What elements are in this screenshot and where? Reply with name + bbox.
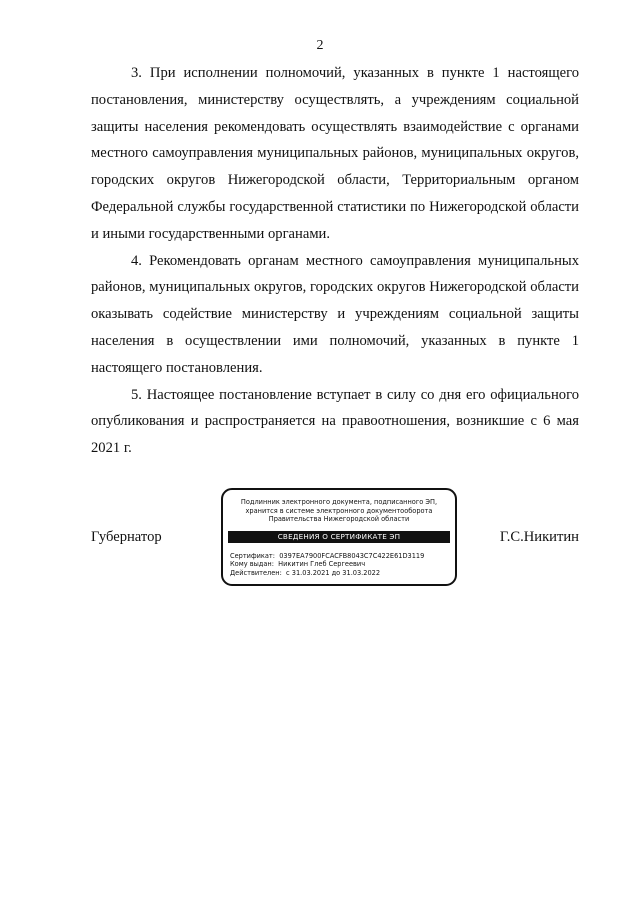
validity-row: [230, 569, 455, 578]
issued-to-row: [230, 560, 455, 569]
stamp-header-line: хранится в системе электронного документооборота: [245, 506, 433, 515]
certificate-row: [230, 552, 455, 561]
electronic-signature-stamp: [221, 488, 457, 586]
stamp-certificate-banner: СВЕДЕНИЯ О СЕРТИФИКАТЕ ЭП: [228, 531, 450, 543]
certificate-label: Сертификат:: [230, 551, 275, 560]
paragraph-5: 5. Настоящее постановление вступает в силу со дня его официального опубликования и распространяется на правоотношения, возникшие с 6 мая 2021 г.: [91, 386, 579, 457]
certificate-value: 0397EA7900FCACFB8043C7C422E61D3119: [279, 551, 425, 560]
paragraph-4: 4. Рекомендовать органам местного самоуправления муниципальных районов, муниципальных округов, городских округов Нижегородской области оказывать содействие министерству и учреждениям социальной защиты населения в осуществлении ими полномочий, указанных в пункте 1 настоящего постановления.: [91, 252, 579, 376]
stamp-header-line: Подлинник электронного документа, подписанного ЭП,: [240, 498, 438, 506]
stamp-details: [230, 552, 455, 578]
page-number: 2: [316, 38, 324, 53]
validity-label: Действителен:: [230, 569, 282, 578]
signatory-name: Г.С.Никитин: [499, 529, 579, 545]
issued-to-label: Кому выдан:: [230, 560, 274, 569]
stamp-header-line: Правительства Нижегородской области: [268, 515, 410, 524]
issued-to-value: Никитин Глеб Сергеевич: [278, 560, 366, 569]
paragraph-3: 3. При исполнении полномочий, указанных в пункте 1 настоящего постановления, министерству осуществлять, а учреждениям социальной защиты населения рекомендовать осуществлять взаимодействие с органами местного самоуправления муниципальных районов, муниципальных округов, городских округов Нижегородской области, Территориальным органом Федеральной службы государственной статистики по Нижегородской области и иными государственными органами.: [91, 65, 579, 242]
signatory-title: Губернатор: [91, 529, 162, 545]
document-body: [91, 60, 579, 462]
stamp-header: [223, 498, 455, 524]
validity-value: с 31.03.2021 до 31.03.2022: [286, 569, 381, 578]
